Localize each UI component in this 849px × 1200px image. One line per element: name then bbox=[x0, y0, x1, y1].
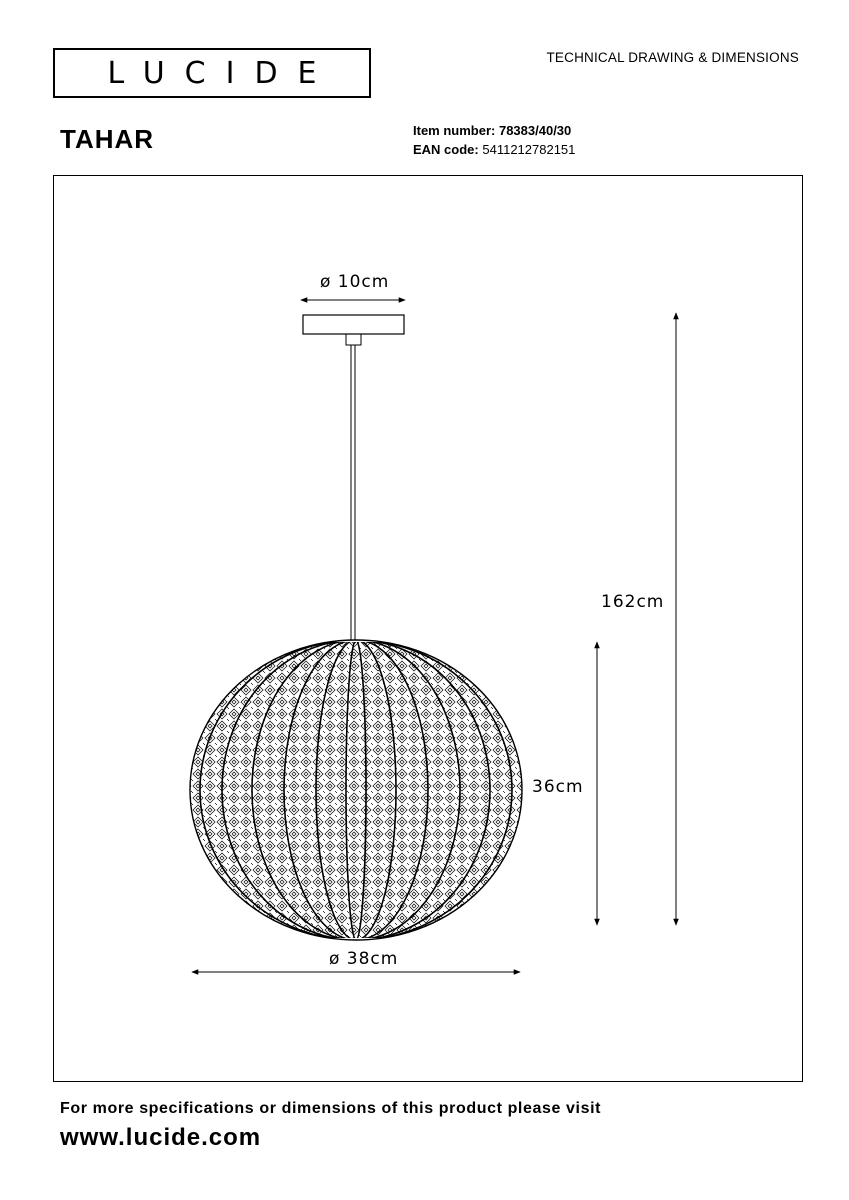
shade-diameter-label: ø 38cm bbox=[329, 949, 399, 969]
brand-logo-text: LUCIDE bbox=[107, 55, 337, 91]
item-number-label: Item number: bbox=[413, 123, 496, 138]
canopy-connector bbox=[346, 334, 361, 345]
total-height-label: 162cm bbox=[601, 592, 665, 612]
footer-note: For more specifications or dimensions of this product please visit bbox=[60, 1100, 602, 1117]
ean-value: 5411212782151 bbox=[482, 142, 576, 157]
canopy bbox=[303, 315, 404, 334]
item-number-value: 78383/40/30 bbox=[498, 123, 572, 138]
product-name: TAHAR bbox=[60, 124, 155, 154]
shade-height-label: 36cm bbox=[532, 777, 584, 797]
ean-label: EAN code: bbox=[413, 142, 479, 157]
document-type-label: TECHNICAL DRAWING & DIMENSIONS bbox=[546, 50, 799, 65]
footer-url-link[interactable]: www.lucide.com bbox=[60, 1124, 262, 1151]
globe-shade bbox=[180, 630, 530, 950]
canopy-diameter-label: ø 10cm bbox=[320, 272, 390, 292]
